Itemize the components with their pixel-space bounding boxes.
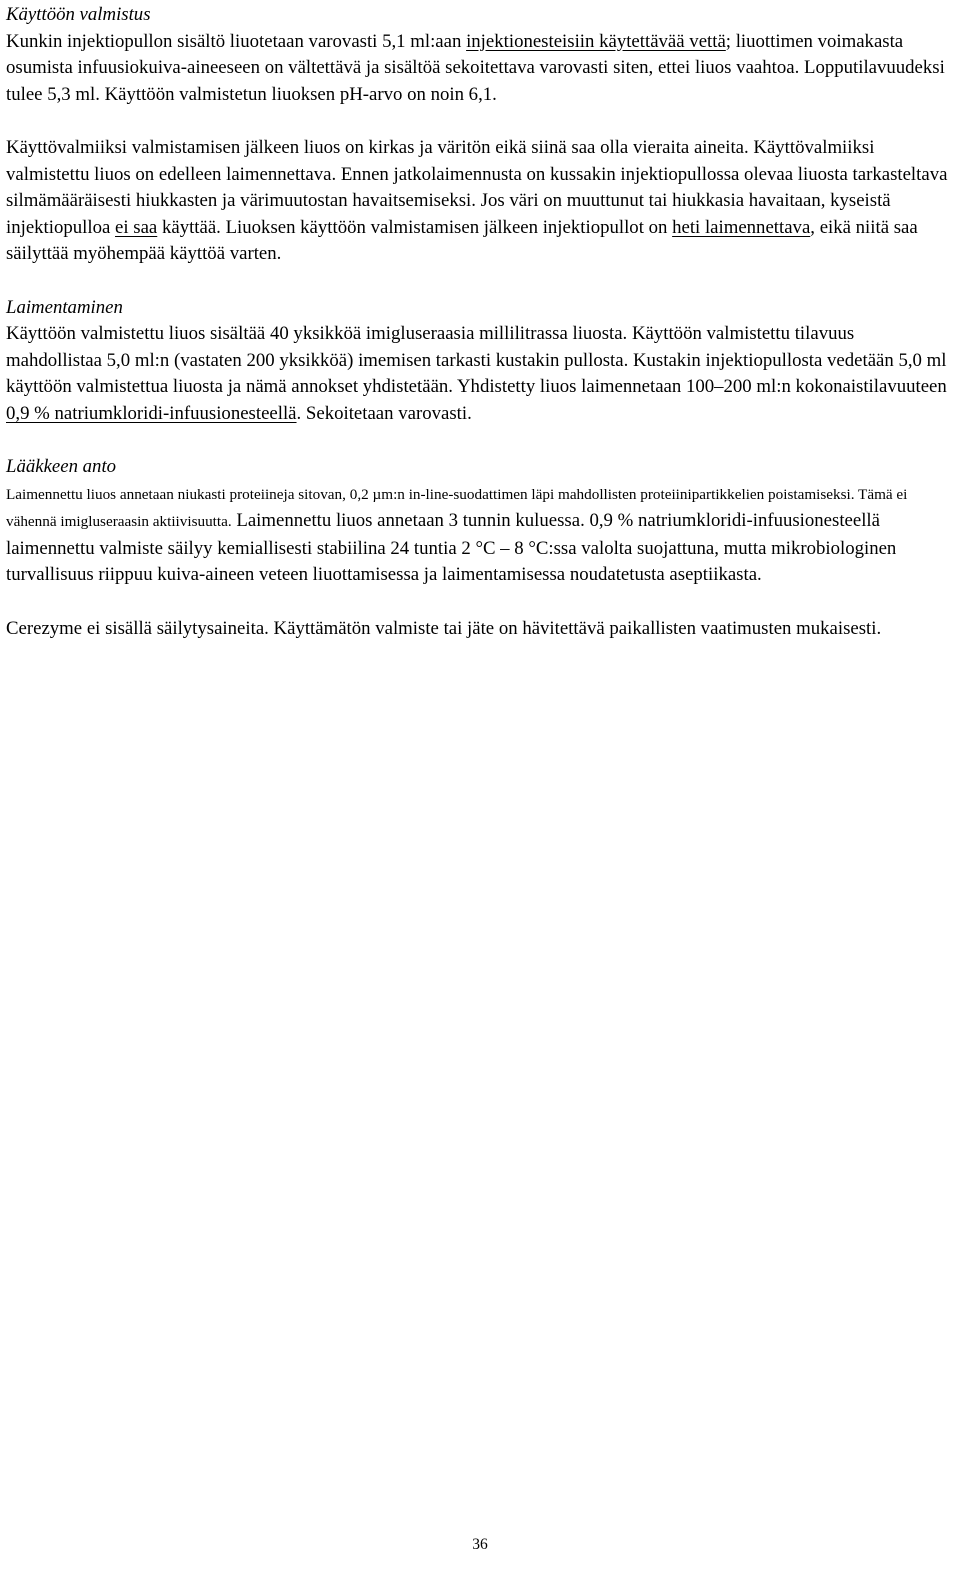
text-span: Käyttövalmiiksi valmistamisen jälkeen liuos on kirkas ja väritön eikä siinä saa olla vieraita aineita. Käyttövalmiiksi valmistettu liuos on edelleen laimennettava. Ennen jatkolaimennusta on kussakin injektiopullossa olevaa liuosta tarkasteltava silmämääräisesti hiukkasten ja värimuutostan havaitsemiseksi. Jos väri on muuttunut tai hiukkasia havaitaan, kyseistä injektiopulloa (6, 136, 948, 238)
text-span: , eikä niitä saa säilyttää myöhempää käyttöä varten. (6, 216, 918, 265)
paragraph-gap (6, 589, 951, 616)
page-number: 36 (472, 1536, 488, 1553)
paragraph-preparation-2 (6, 135, 951, 268)
paragraph-administration-2: Cerezyme ei sisällä säilytysaineita. Käyttämätön valmiste tai jäte on hävitettävä paikallisten vaatimusten mukaisesti. (6, 617, 882, 639)
small-text-span: Laimennettu liuos annetaan niukasti proteiineja sitovan, 0,2 µm:n in-line-suodattimen läpi mahdollisten proteiinipartikkelien poistamiseksi. Tämä ei vähennä imigluseraasin aktiivisuutta. (6, 485, 908, 531)
paragraph-gap (6, 428, 951, 455)
underlined-text: injektionesteisiin käytettävää vettä (466, 30, 726, 52)
paragraph-gap (6, 268, 951, 295)
section-title-dilution: Laimentaminen (6, 296, 123, 318)
text-span: Kunkin injektiopullon sisältö liuotetaan varovasti 5,1 ml:aan (6, 30, 467, 52)
text-span: . Sekoitetaan varovasti. (296, 402, 472, 424)
paragraph-preparation-1 (6, 29, 951, 109)
document-body (6, 2, 951, 642)
underlined-text: ei saa (115, 216, 158, 238)
paragraph-dilution-1 (6, 321, 951, 427)
text-span: Käyttöön valmistettu liuos sisältää 40 yksikköä imigluseraasia millilitrassa liuosta. Käyttöön valmistettu tilavuus mahdollistaa 5,0 ml:n (vastaten 200 yksikköä) imemisen tarkasti kustakin pullosta. Kustakin injektiopullosta vedetään 5,0 ml käyttöön valmistettua liuosta ja nämä annokset yhdistetään. Yhdistetty liuos laimennetaan 100–200 ml:n kokonaistilavuuteen (6, 323, 947, 398)
paragraph-gap (6, 108, 951, 135)
underlined-text: heti laimennettava (672, 216, 811, 238)
section-title-preparation: Käyttöön valmistus (6, 4, 151, 25)
section-title-administration: Lääkkeen anto (6, 456, 117, 478)
underlined-text: 0,9 % natriumkloridi-infuusionesteellä (6, 402, 297, 424)
text-span: ; liuottimen voimakasta osumista infuusiokuiva-aineeseen on vältettävä ja sisältöä sekoitettava varovasti siten, ettei liuos vaahtoa. Lopputilavuudeksi tulee 5,3 ml. Käyttöön valmistetun liuoksen pH-arvo on noin 6,1. (6, 30, 945, 105)
text-span: Laimennettu liuos annetaan 3 tunnin kuluessa. 0,9 % natriumkloridi-infuusionesteellä laimennettu valmiste säilyy kemiallisesti stabiilina 24 tuntia 2 °C – 8 °C:ssa valolta suojattuna, mutta mikrobiologinen turvallisuus riippuu kuiva-aineen veteen liuottamisessa ja laimentamisessa noudatetusta aseptiikasta. (6, 510, 897, 586)
text-span: käyttää. Liuoksen käyttöön valmistamisen jälkeen injektiopullot on (157, 216, 673, 238)
paragraph-administration-1 (6, 481, 951, 589)
